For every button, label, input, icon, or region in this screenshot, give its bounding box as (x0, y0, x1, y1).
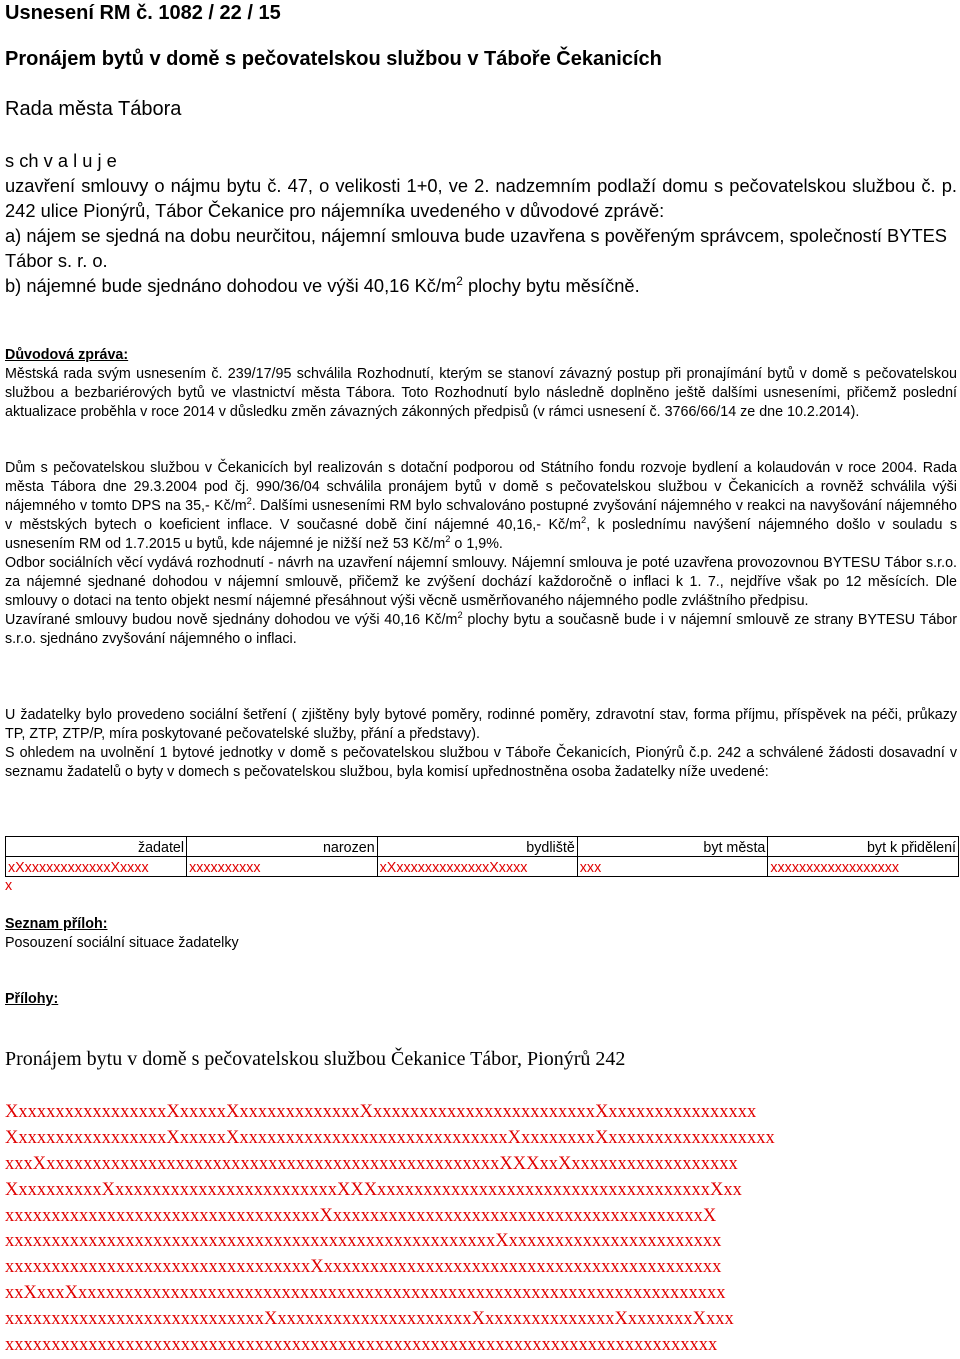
justification-para-4: Uzavírané smlouvy budou nově sjednány dohodou ve výši 40,16 $Kč/m^2$ plochy bytu a současně bude i v nájemní smlouvě ze strany BYTESU Tábor s.r.o. sjednáno zvyšování nájemného o inflaci. (5, 610, 957, 647)
applicant-table (5, 836, 959, 877)
table-header-cell: žadatel (6, 837, 187, 857)
table-header-row (6, 837, 959, 857)
redacted-line: xxXxxxXxxxxxxxxxxxxxxxxxxxxxxxxxxxxxxxxxxxxxxxxxxxxxxxxxxxxxxxxxxxxxxxxxxxxxx (5, 1283, 726, 1304)
redacted-line: XxxxxxxxxxxxxxxxxXxxxxxXxxxxxxxxxxxxxxxxxxxxxxxxxxxxxXxxxxxxxxXxxxxxxxxxxxxxxxxxx (5, 1127, 775, 1148)
table-cell: xxxxxxxxxx (187, 857, 378, 877)
enclosure-document-title: Pronájem bytu v domě s pečovatelskou službou Čekanice Tábor, Pionýrů 242 (5, 1048, 626, 1070)
social-survey-section (5, 706, 957, 782)
justification-para-1: Městská rada svým usnesením č. 239/17/95 schválila Rozhodnutí, kterým se stanoví závazný postup při pronajímání bytů v domě s pečovatelskou službou a bezbariérových bytů ve vlastnictví města Tábora. Toto Rozhodnutí bylo následně doplněno ještě dalšími usneseními, přičemž poslední aktualizace proběhla v roce 2014 v důsledku změn závazných zákonných předpisů (v rámci usnesení č. 3766/66/14 ze dne 10.2.2014). (5, 366, 957, 420)
table-header-cell: byt k přidělení (768, 837, 959, 857)
table-cell: xXxxxxxxxxxxxxxXxxxx (377, 857, 577, 877)
redacted-line: xxxxxxxxxxxxxxxxxxxxxxxxxxxxxxxxxxxxxxxxxxxxxxxxxxxxxXxxxxxxxxxxxxxxxxxxxxxxx (5, 1231, 722, 1252)
resolution-title: Pronájem bytů v domě s pečovatelskou službou v Táboře Čekanicích (5, 48, 662, 70)
resolution-number: Usnesení RM č. 1082 / 22 / 15 (5, 2, 281, 24)
justification-para-5: U žadatelky bylo provedeno sociální šetření ( zjištěny byly bytové poměry, rodinné poměry, zdravotní stav, forma příjmu, příspěvek na péči, průkazy TP, ZTP, ZTP/P, míra poskytované pečovatelské služby, přání a představy). (5, 707, 957, 742)
table-header-cell: narozen (187, 837, 378, 857)
justification-details (5, 459, 957, 649)
justification-section (5, 346, 957, 422)
attachments-heading: Seznam příloh: (5, 916, 108, 932)
redacted-text-block (5, 1100, 960, 1359)
justification-heading: Důvodová zpráva: (5, 347, 129, 363)
resolution-body (5, 148, 957, 298)
approves-label: s ch v a l u j e (5, 150, 117, 171)
redacted-line: XxxxxxxxxxXxxxxxxxxxxxxxxxxxxxxxxxxXXXxxxxxxxxxxxxxxxxxxxxxxxxxxxxxxxxxxxxXxx (5, 1179, 742, 1200)
table-header-cell: byt města (577, 837, 768, 857)
justification-para-3: Odbor sociálních věcí vydává rozhodnutí - návrh na uzavření nájemní smlouvy. Nájemní smlouva je poté uzavřena provozovnou BYTESU Tábor s.r.o. za nájemné sjednané dohodou v nájemní smlouvě, přičemž ke zvýšení dochází každoročně o inflaci k 1. 7., nejdříve však po 12 měsících. Dle smlouvy o dotaci na tento objekt nesmí nájemné přesáhnout výši věcně usměrňovaného nájemného podle zvláštního předpisu. (5, 555, 957, 609)
table-cell: xxxxxxxxxxxxxxxxxx (768, 857, 959, 877)
attachment-item: Posouzení sociální situace žadatelky (5, 935, 239, 951)
table-trailing-text: x (5, 878, 13, 894)
redacted-line: xxxxxxxxxxxxxxxxxxxxxxxxxxxxXxxxxxxxxxxxxxxxxxxxxxXxxxxxxxxxxxxxxXxxxxxxxXxxx (5, 1309, 734, 1330)
table-cell: xxx (577, 857, 768, 877)
enclosures-heading: Přílohy: (5, 991, 59, 1007)
redacted-line: XxxxxxxxxxxxxxxxxXxxxxxXxxxxxxxxxxxxxXxxxxxxxxxxxxxxxxxxxxxxxxXxxxxxxxxxxxxxxxx (5, 1102, 757, 1122)
resolution-line-1: uzavření smlouvy o nájmu bytu č. 47, o velikosti 1+0, ve 2. nadzemním podlaží domu s pečovatelskou službou č. p. 242 ulice Pionýrů, Tábor Čekanice pro nájemníka uvedeného v důvodové zprávě: (5, 175, 957, 221)
redacted-line: xxxxxxxxxxxxxxxxxxxxxxxxxxxxxxxxxxxxxxxxxxxxxxxxxxxxxxxxxxxxxxxxxxxxxxxxxxxxx (5, 1335, 718, 1356)
redacted-line: xxxxxxxxxxxxxxxxxxxxxxxxxxxxxxxxxxXxxxxxxxxxxxxxxxxxxxxxxxxxxxxxxxxxxxxxxxxX (5, 1205, 717, 1226)
table-header-cell: bydliště (377, 837, 577, 857)
justification-para-2: Dům s pečovatelskou službou v Čekanicích byl realizován s dotační podporou od Státního fondu rozvoje bydlení a kolaudován v roce 2004. Rada města Tábora dne 29.3.2004 pod čj. 990/36/04 schválila pronájem bytů v domě s pečovatelskou službou v Čekanicích a rovněž schválila výši nájemného v tomto DPS na 35,- $Kč/m^2$. Dalšími usneseními RM bylo schvalováno postupné zvyšování nájemného v reakci na navyšování nájemného v městských bytech o koeficient inflace. V současné době činí nájemné 40,16,- $Kč/m^2$, k poslednímu navýšení nájemného došlo v souladu s usnesením RM od 1.7.2015 u bytů, kde nájemné je nižší než 53 $Kč/m^2$ o 1,9%. (5, 460, 958, 552)
redacted-line: xxxxxxxxxxxxxxxxxxxxxxxxxxxxxxxxxXxxxxxxxxxxxxxxxxxxxxxxxxxxxxxxxxxxxxxxxxxxx (5, 1257, 722, 1278)
justification-para-6: S ohledem na uvolnění 1 bytové jednotky v domě s pečovatelskou službou v Táboře Čekanicích, Pionýrů č.p. 242 a schválené žádosti dosavadní v seznamu žadatelů o byty v domech s pečovatelskou službou, byla komisí upřednostněna osoba žadatelky níže uvedené: (5, 745, 957, 780)
council-name: Rada města Tábora (5, 98, 182, 120)
resolution-item-a: a) nájem se sjedná na dobu neurčitou, nájemní smlouva bude uzavřena s pověřeným správcem, společností BYTES Tábor s. r. o. (5, 225, 947, 271)
redacted-line: xxxXxxxxxxxxxxxxxxxxxxxxxxxxxxxxxxxxxxxxxxxxxxxxxxxxxXXXxxXxxxxxxxxxxxxxxxxxx (5, 1153, 738, 1174)
resolution-item-b: b) nájemné bude sjednáno dohodou ve výši 40,16 $Kč/m^2$ plochy bytu měsíčně. (5, 273, 640, 296)
table-cell: xXxxxxxxxxxxxxXxxxx (6, 857, 187, 877)
table-row (6, 857, 959, 877)
